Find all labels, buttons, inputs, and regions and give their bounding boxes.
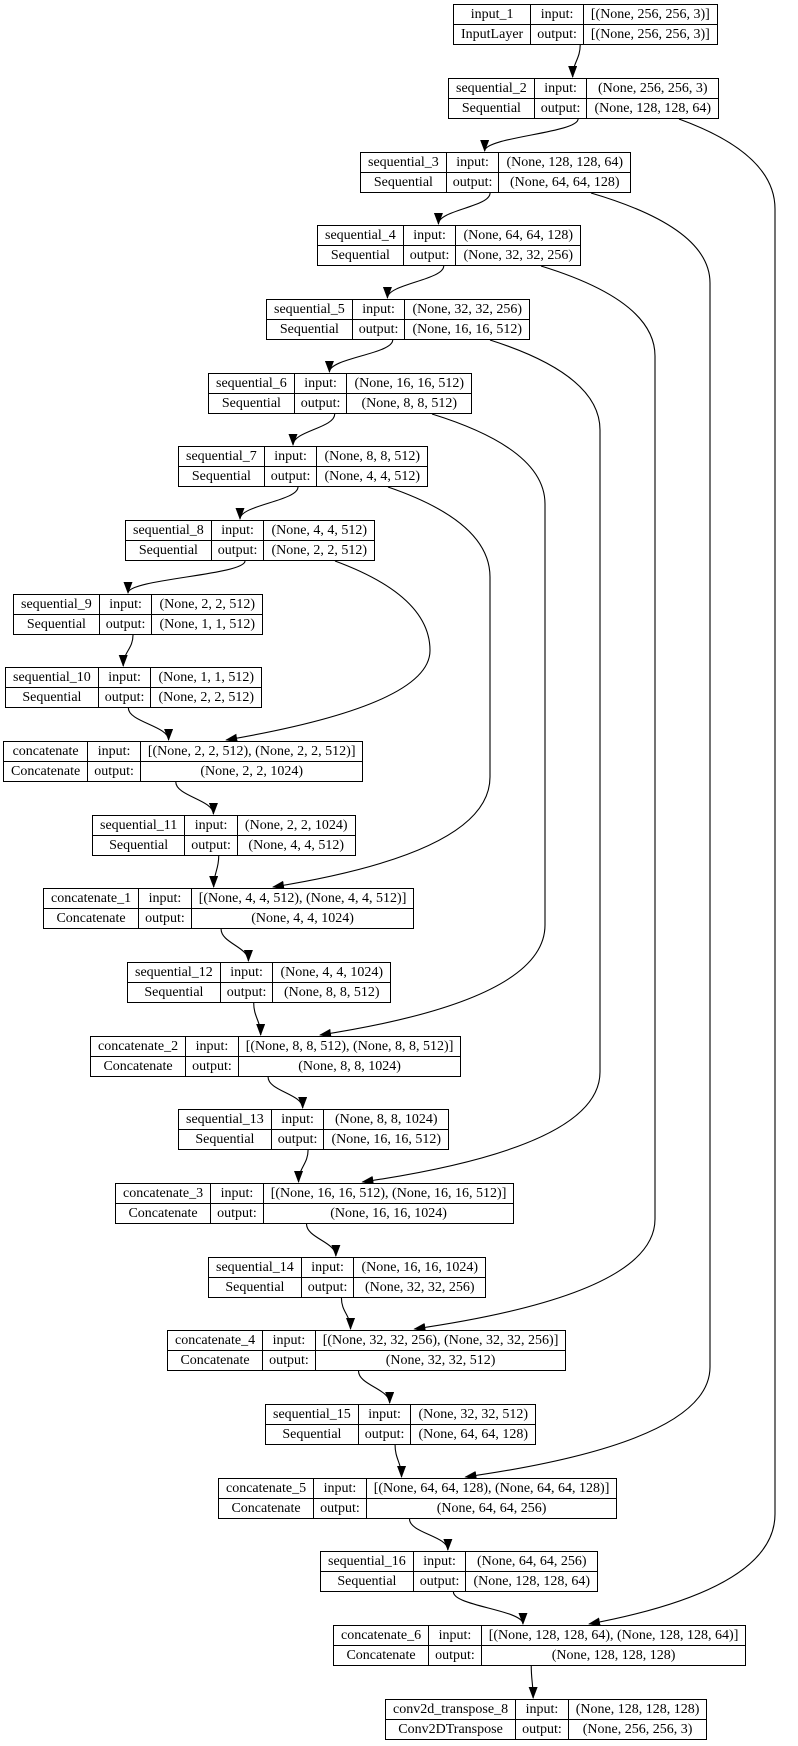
edge-sequential_8-to-sequential_9	[128, 561, 245, 593]
layer-node-sequential_13	[178, 1109, 449, 1150]
layer-node-sequential_6	[208, 373, 472, 414]
output-label: output:	[534, 99, 587, 119]
layer-name: sequential_10	[6, 668, 99, 688]
layer-node-sequential_11	[92, 815, 356, 856]
layer-name: sequential_5	[267, 300, 353, 320]
layer-node-concatenate	[3, 741, 363, 782]
layer-type: Sequential	[14, 615, 100, 635]
edge-concatenate_3-to-sequential_14	[307, 1224, 336, 1256]
layer-type: Sequential	[93, 836, 185, 856]
layer-node-input_1	[453, 4, 718, 45]
layer-type: InputLayer	[454, 25, 531, 45]
edge-sequential_11-to-concatenate_1	[214, 856, 219, 887]
layer-name: concatenate_3	[116, 1184, 211, 1204]
output-shape: (None, 2, 2, 512)	[151, 688, 262, 708]
output-shape: (None, 16, 16, 512)	[405, 320, 530, 340]
edge-sequential_12-to-concatenate_2	[254, 1003, 261, 1035]
output-shape: (None, 2, 2, 512)	[264, 541, 375, 561]
input-label: input:	[186, 1037, 239, 1057]
layer-type: Sequential	[361, 173, 447, 193]
layer-name: sequential_11	[93, 816, 185, 836]
edge-sequential_15-to-concatenate_5	[395, 1445, 401, 1477]
output-label: output:	[99, 615, 152, 635]
input-shape: (None, 64, 64, 128)	[456, 226, 581, 246]
input-shape: (None, 256, 256, 3)	[587, 79, 719, 99]
layer-name: sequential_4	[318, 226, 404, 246]
output-label: output:	[88, 762, 141, 782]
input-shape: (None, 4, 4, 512)	[264, 521, 375, 541]
layer-node-sequential_15	[265, 1404, 536, 1445]
layer-type: Sequential	[128, 983, 221, 1003]
output-shape: (None, 256, 256, 3)	[568, 1720, 707, 1740]
input-label: input:	[352, 300, 405, 320]
layer-type: Concatenate	[44, 909, 139, 929]
output-shape: (None, 32, 32, 512)	[315, 1351, 566, 1371]
input-label: input:	[98, 668, 151, 688]
edge-sequential_7-to-sequential_8	[240, 487, 298, 519]
output-shape: (None, 4, 4, 512)	[317, 467, 428, 487]
output-label: output:	[263, 1351, 316, 1371]
edge-sequential_2-to-sequential_3	[485, 119, 578, 151]
output-label: output:	[294, 394, 347, 414]
layer-type: Sequential	[126, 541, 212, 561]
output-shape: (None, 4, 4, 1024)	[191, 909, 414, 929]
layer-type: Concatenate	[219, 1499, 314, 1519]
input-label: input:	[294, 374, 347, 394]
input-shape: [(None, 64, 64, 128), (None, 64, 64, 128)]	[366, 1479, 617, 1499]
layer-type: Sequential	[318, 246, 404, 266]
edge-concatenate_6-to-conv2d_transpose_8	[531, 1666, 533, 1698]
input-shape: (None, 2, 2, 512)	[152, 595, 263, 615]
edge-concatenate_1-to-sequential_12	[221, 929, 248, 961]
layer-node-sequential_14	[208, 1257, 486, 1298]
input-shape: (None, 4, 4, 1024)	[273, 963, 391, 983]
layer-type: Sequential	[209, 1278, 302, 1298]
input-label: input:	[263, 1331, 316, 1351]
layer-node-concatenate_6	[333, 1625, 746, 1666]
layer-name: concatenate_6	[334, 1626, 429, 1646]
output-label: output:	[314, 1499, 367, 1519]
edge-concatenate_5-to-sequential_16	[410, 1519, 448, 1550]
layer-name: sequential_6	[209, 374, 295, 394]
layer-type: Sequential	[179, 467, 265, 487]
edge-concatenate-to-sequential_11	[176, 782, 214, 814]
input-label: input:	[88, 742, 141, 762]
layer-node-sequential_16	[320, 1551, 598, 1592]
output-label: output:	[220, 983, 273, 1003]
layer-node-concatenate_5	[218, 1478, 617, 1519]
layer-node-sequential_3	[360, 152, 631, 193]
output-label: output:	[516, 1720, 569, 1740]
input-shape: (None, 8, 8, 1024)	[324, 1110, 449, 1130]
layer-name: sequential_12	[128, 963, 221, 983]
output-label: output:	[139, 909, 192, 929]
input-shape: [(None, 8, 8, 512), (None, 8, 8, 512)]	[238, 1037, 461, 1057]
layer-name: sequential_15	[266, 1405, 359, 1425]
layer-name: concatenate	[4, 742, 88, 762]
edge-sequential_6-to-sequential_7	[293, 414, 335, 445]
edge-sequential_13-to-concatenate_3	[299, 1150, 309, 1182]
layer-node-sequential_10	[5, 667, 262, 708]
input-shape: (None, 2, 2, 1024)	[237, 816, 355, 836]
edge-sequential_10-to-concatenate	[128, 708, 168, 740]
output-label: output:	[403, 246, 456, 266]
layer-node-concatenate_3	[115, 1183, 514, 1224]
input-label: input:	[211, 1184, 264, 1204]
layer-type: Concatenate	[168, 1351, 263, 1371]
layer-type: Sequential	[266, 1425, 359, 1445]
output-shape: (None, 8, 8, 512)	[273, 983, 391, 1003]
layer-name: sequential_2	[449, 79, 535, 99]
layer-name: sequential_16	[321, 1552, 414, 1572]
edge-sequential_4-to-concatenate_4	[414, 266, 655, 1329]
input-shape: (None, 8, 8, 512)	[317, 447, 428, 467]
input-label: input:	[516, 1700, 569, 1720]
input-label: input:	[413, 1552, 466, 1572]
input-label: input:	[429, 1626, 482, 1646]
edge-group	[123, 45, 775, 1698]
output-label: output:	[446, 173, 499, 193]
output-shape: (None, 128, 128, 64)	[466, 1572, 598, 1592]
input-label: input:	[185, 816, 238, 836]
output-label: output:	[531, 25, 584, 45]
layer-name: concatenate_4	[168, 1331, 263, 1351]
input-shape: (None, 64, 64, 256)	[466, 1552, 598, 1572]
output-shape: (None, 64, 64, 128)	[411, 1425, 536, 1445]
input-shape: (None, 1, 1, 512)	[151, 668, 262, 688]
layer-name: concatenate_1	[44, 889, 139, 909]
output-label: output:	[264, 467, 317, 487]
input-shape: [(None, 2, 2, 512), (None, 2, 2, 512)]	[140, 742, 363, 762]
layer-node-concatenate_1	[43, 888, 414, 929]
input-label: input:	[314, 1479, 367, 1499]
input-shape: [(None, 32, 32, 256), (None, 32, 32, 256)]	[315, 1331, 566, 1351]
layer-type: Sequential	[6, 688, 99, 708]
layer-name: sequential_7	[179, 447, 265, 467]
edge-sequential_16-to-concatenate_6	[453, 1592, 523, 1624]
input-label: input:	[211, 521, 264, 541]
input-label: input:	[446, 153, 499, 173]
output-label: output:	[211, 541, 264, 561]
layer-node-concatenate_4	[167, 1330, 566, 1371]
layer-node-sequential_7	[178, 446, 428, 487]
input-shape: (None, 32, 32, 512)	[411, 1405, 536, 1425]
input-label: input:	[534, 79, 587, 99]
layer-type: Concatenate	[91, 1057, 186, 1077]
input-label: input:	[301, 1258, 354, 1278]
layer-name: conv2d_transpose_8	[386, 1700, 516, 1720]
edge-sequential_8-to-concatenate	[226, 561, 430, 740]
edge-sequential_5-to-sequential_6	[329, 340, 392, 372]
output-shape: (None, 16, 16, 512)	[324, 1130, 449, 1150]
output-label: output:	[352, 320, 405, 340]
output-label: output:	[185, 836, 238, 856]
output-label: output:	[429, 1646, 482, 1666]
edge-sequential_3-to-concatenate_5	[465, 193, 710, 1477]
output-shape: (None, 64, 64, 256)	[366, 1499, 617, 1519]
layer-type: Sequential	[321, 1572, 414, 1592]
output-label: output:	[186, 1057, 239, 1077]
output-shape: (None, 8, 8, 1024)	[238, 1057, 461, 1077]
layer-node-sequential_12	[127, 962, 391, 1003]
layer-node-sequential_2	[448, 78, 719, 119]
layer-node-conv2d_transpose_8	[385, 1699, 707, 1740]
layer-node-sequential_5	[266, 299, 530, 340]
input-shape: [(None, 128, 128, 64), (None, 128, 128, 64)]	[481, 1626, 746, 1646]
output-shape: [(None, 256, 256, 3)]	[583, 25, 717, 45]
output-shape: (None, 16, 16, 1024)	[263, 1204, 514, 1224]
layer-node-sequential_9	[13, 594, 263, 635]
output-shape: (None, 128, 128, 64)	[587, 99, 719, 119]
input-shape: (None, 32, 32, 256)	[405, 300, 530, 320]
layer-name: concatenate_5	[219, 1479, 314, 1499]
layer-name: sequential_8	[126, 521, 212, 541]
edge-input_1-to-sequential_2	[573, 45, 581, 77]
layer-type: Concatenate	[4, 762, 88, 782]
input-shape: [(None, 256, 256, 3)]	[583, 5, 717, 25]
input-label: input:	[264, 447, 317, 467]
output-shape: (None, 8, 8, 512)	[347, 394, 472, 414]
output-shape: (None, 1, 1, 512)	[152, 615, 263, 635]
layer-name: sequential_3	[361, 153, 447, 173]
output-label: output:	[98, 688, 151, 708]
layer-name: sequential_13	[179, 1110, 272, 1130]
layer-name: sequential_14	[209, 1258, 302, 1278]
layer-type: Conv2DTranspose	[386, 1720, 516, 1740]
layer-node-sequential_8	[125, 520, 375, 561]
input-shape: [(None, 4, 4, 512), (None, 4, 4, 512)]	[191, 889, 414, 909]
input-label: input:	[139, 889, 192, 909]
input-label: input:	[220, 963, 273, 983]
output-label: output:	[413, 1572, 466, 1592]
input-label: input:	[99, 595, 152, 615]
input-shape: (None, 16, 16, 512)	[347, 374, 472, 394]
input-shape: (None, 128, 128, 128)	[568, 1700, 707, 1720]
edge-sequential_14-to-concatenate_4	[341, 1298, 350, 1329]
output-shape: (None, 128, 128, 128)	[481, 1646, 746, 1666]
input-shape: (None, 128, 128, 64)	[499, 153, 631, 173]
output-label: output:	[301, 1278, 354, 1298]
layer-type: Sequential	[449, 99, 535, 119]
edge-concatenate_4-to-sequential_15	[359, 1371, 390, 1403]
layer-name: input_1	[454, 5, 531, 25]
input-shape: (None, 16, 16, 1024)	[354, 1258, 486, 1278]
edge-sequential_3-to-sequential_4	[438, 193, 490, 224]
input-shape: [(None, 16, 16, 512), (None, 16, 16, 512)]	[263, 1184, 514, 1204]
layer-type: Concatenate	[116, 1204, 211, 1224]
output-shape: (None, 4, 4, 512)	[237, 836, 355, 856]
output-label: output:	[358, 1425, 411, 1445]
input-label: input:	[271, 1110, 324, 1130]
edge-sequential_9-to-sequential_10	[123, 635, 133, 666]
edge-sequential_2-to-concatenate_6	[589, 119, 775, 1624]
input-label: input:	[531, 5, 584, 25]
input-label: input:	[358, 1405, 411, 1425]
output-shape: (None, 64, 64, 128)	[499, 173, 631, 193]
layer-type: Sequential	[179, 1130, 272, 1150]
layer-type: Sequential	[267, 320, 353, 340]
layer-name: concatenate_2	[91, 1037, 186, 1057]
edge-concatenate_2-to-sequential_13	[268, 1077, 303, 1108]
input-label: input:	[403, 226, 456, 246]
layer-node-sequential_4	[317, 225, 581, 266]
output-shape: (None, 2, 2, 1024)	[140, 762, 363, 782]
edge-sequential_6-to-concatenate_2	[320, 414, 545, 1035]
output-shape: (None, 32, 32, 256)	[456, 246, 581, 266]
output-shape: (None, 32, 32, 256)	[354, 1278, 486, 1298]
layer-type: Concatenate	[334, 1646, 429, 1666]
layer-name: sequential_9	[14, 595, 100, 615]
output-label: output:	[271, 1130, 324, 1150]
layer-type: Sequential	[209, 394, 295, 414]
layer-node-concatenate_2	[90, 1036, 461, 1077]
edge-sequential_4-to-sequential_5	[387, 266, 443, 298]
output-label: output:	[211, 1204, 264, 1224]
